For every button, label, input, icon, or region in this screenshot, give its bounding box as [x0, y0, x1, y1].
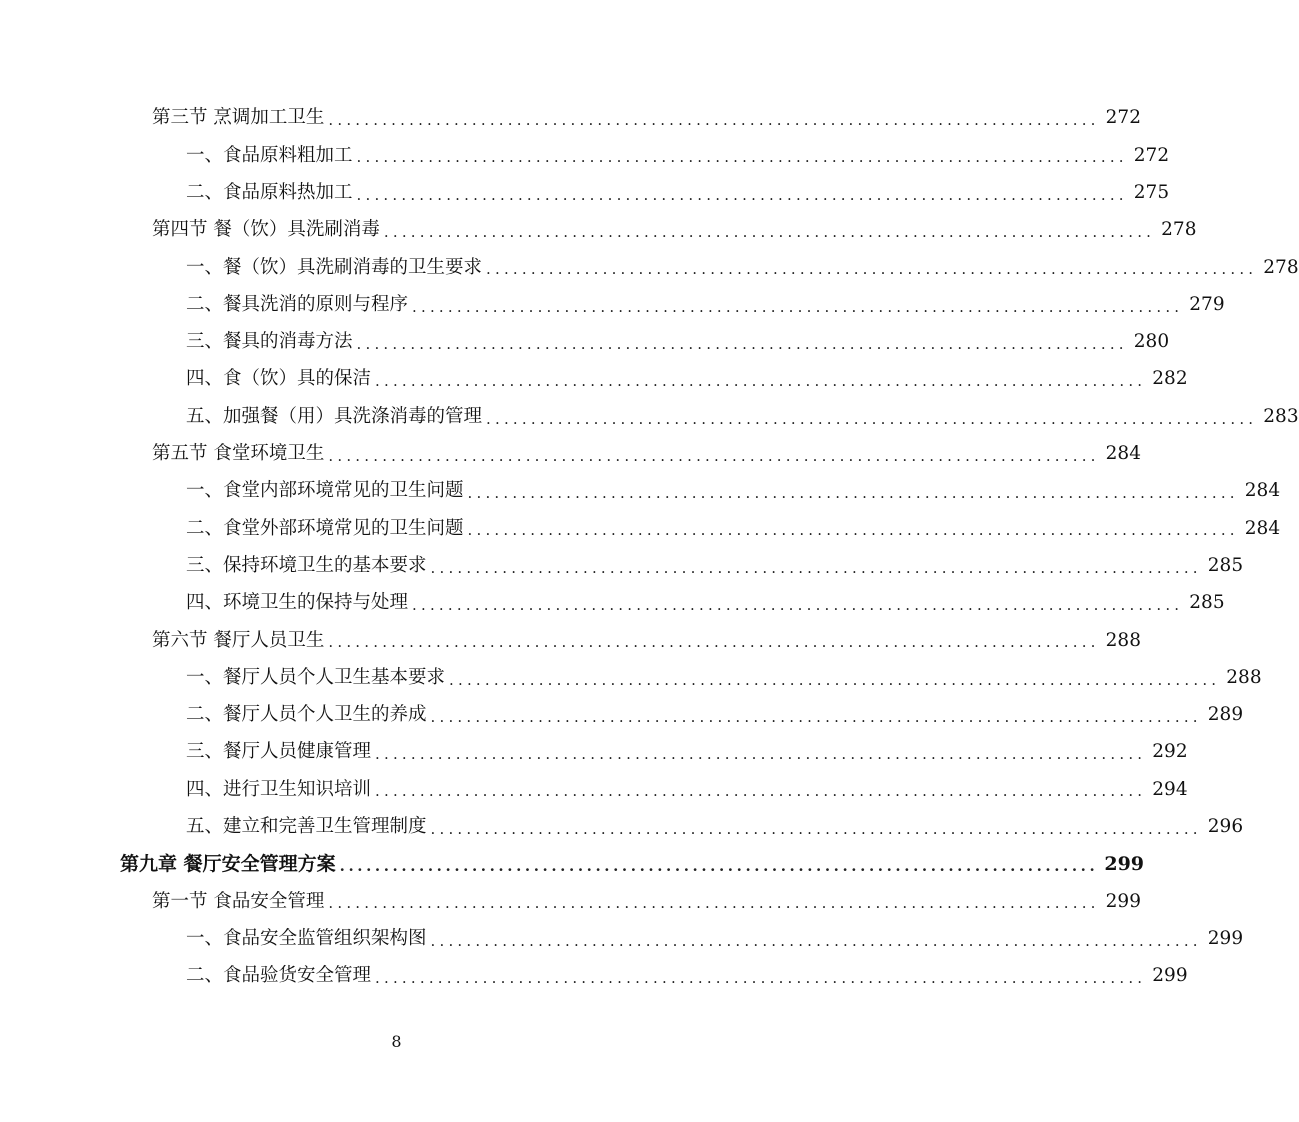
toc-entry-title: 二、食品验货安全管理: [186, 965, 372, 987]
toc-entry-title: 第四节 餐（饮）具洗刷消毒: [152, 219, 380, 241]
toc-leader-dots: ......................................................................................: [328, 633, 1100, 652]
toc-entry-page: 299: [1152, 965, 1188, 987]
toc-leader-dots: ......................................................................................: [375, 372, 1147, 391]
toc-entry[interactable]: [0, 548, 1244, 585]
toc-entry-title: 五、建立和完善卫生管理制度: [186, 816, 427, 838]
toc-leader-dots: ......................................................................................: [375, 968, 1147, 987]
toc-leader-dots: ......................................................................................: [383, 223, 1156, 242]
toc-leader-dots: ......................................................................................: [375, 745, 1147, 764]
toc-entry-title: 三、保持环境卫生的基本要求: [186, 554, 427, 576]
toc-entry-title: 二、食品原料热加工: [186, 181, 353, 203]
toc-entry-page: 285: [1189, 592, 1225, 614]
toc-entry-title: 四、进行卫生知识培训: [186, 778, 372, 800]
toc-entry[interactable]: [0, 697, 1244, 734]
toc-leader-dots: ......................................................................................: [356, 334, 1128, 353]
toc-leader-dots: ......................................................................................: [430, 819, 1202, 838]
toc-entry[interactable]: [0, 958, 1188, 995]
toc-entry-page: 294: [1152, 778, 1188, 800]
toc-leader-dots: ......................................................................................: [412, 596, 1184, 614]
toc-entry-page: 278: [1263, 256, 1299, 278]
toc-entry[interactable]: [0, 510, 1281, 547]
toc-entry[interactable]: [0, 361, 1188, 398]
toc-entry-page: 284: [1244, 517, 1281, 539]
toc-entry-title: 第一节 食品安全管理: [152, 890, 325, 912]
toc-leader-dots: ......................................................................................: [467, 484, 1239, 503]
toc-entry[interactable]: [0, 921, 1244, 958]
toc-leader-dots: ......................................................................................: [430, 707, 1202, 726]
toc-entry-title: 二、食堂外部环境常见的卫生问题: [186, 517, 464, 539]
toc-entry-page: 275: [1133, 181, 1170, 203]
toc-entry-page: 284: [1105, 443, 1141, 465]
toc-entry-title: 一、餐厅人员个人卫生基本要求: [186, 666, 446, 688]
toc-entry-page: 279: [1189, 293, 1225, 315]
toc-entry-page: 288: [1226, 666, 1262, 688]
toc-leader-dots: ......................................................................................: [328, 111, 1100, 130]
toc-entry[interactable]: [0, 212, 1197, 249]
toc-entry[interactable]: [0, 137, 1170, 174]
toc-entry[interactable]: [0, 473, 1281, 510]
toc-entry-page: 284: [1244, 480, 1281, 502]
page-number: 8: [391, 1032, 402, 1051]
toc-entry[interactable]: [0, 324, 1170, 361]
toc-entry-page: 283: [1263, 405, 1299, 427]
toc-entry-title: 三、餐具的消毒方法: [186, 331, 353, 353]
toc-entry[interactable]: [0, 622, 1141, 659]
toc-entry[interactable]: [0, 585, 1225, 622]
toc-entry-title: 第九章 餐厅安全管理方案: [120, 853, 336, 876]
toc-entry-page: 278: [1161, 219, 1197, 241]
toc-leader-dots: ......................................................................................: [449, 670, 1221, 689]
toc-entry[interactable]: [0, 175, 1170, 212]
toc-entry[interactable]: [0, 100, 1141, 137]
toc-leader-dots: ......................................................................................: [328, 446, 1100, 465]
toc-entry[interactable]: [0, 249, 1299, 286]
toc-leader-dots: ......................................................................................: [375, 782, 1147, 801]
toc-leader-dots: ......................................................................................: [356, 148, 1128, 167]
toc-entry-page: 285: [1207, 554, 1244, 576]
toc-entry[interactable]: [0, 809, 1244, 846]
toc-leader-dots: ......................................................................................: [328, 894, 1100, 913]
toc-entry[interactable]: [0, 883, 1141, 920]
toc-leader-dots: ......................................................................................: [430, 558, 1202, 577]
toc-entry[interactable]: [0, 734, 1188, 771]
toc-entry[interactable]: [0, 659, 1262, 696]
toc-entry-page: 272: [1133, 144, 1170, 166]
toc-entry-page: 272: [1105, 107, 1141, 129]
toc-leader-dots: ......................................................................................: [412, 297, 1184, 316]
toc-entry-title: 三、餐厅人员健康管理: [186, 741, 372, 763]
toc-entry-page: 280: [1133, 331, 1170, 353]
toc-entry-title: 第三节 烹调加工卫生: [152, 107, 325, 129]
toc-leader-dots: ......................................................................................: [486, 260, 1258, 279]
toc-entry[interactable]: [0, 771, 1188, 808]
toc-leader-dots: ......................................................................................: [467, 521, 1239, 540]
toc-entry-title: 四、环境卫生的保持与处理: [186, 592, 409, 614]
toc-entry-title: 二、餐厅人员个人卫生的养成: [186, 704, 427, 726]
toc-entry-title: 第六节 餐厅人员卫生: [152, 629, 325, 651]
toc-entry[interactable]: [0, 436, 1141, 473]
table-of-contents: [0, 100, 1299, 995]
toc-entry-title: 一、食品原料粗加工: [186, 144, 353, 166]
toc-leader-dots: ......................................................................................: [356, 185, 1128, 204]
toc-entry-page: 296: [1207, 816, 1244, 838]
toc-chapter-entry[interactable]: [0, 846, 1145, 883]
toc-entry-page: 282: [1152, 368, 1188, 390]
toc-leader-dots: ......................................................................................: [339, 857, 1099, 876]
toc-entry[interactable]: [0, 398, 1299, 435]
toc-entry-page: 299: [1207, 927, 1244, 949]
toc-entry-page: 292: [1152, 741, 1188, 763]
toc-entry-page: 299: [1105, 890, 1141, 912]
toc-entry-page: 289: [1207, 704, 1244, 726]
toc-entry-title: 第五节 食堂环境卫生: [152, 443, 325, 465]
toc-leader-dots: ......................................................................................: [486, 409, 1258, 428]
toc-entry-title: 二、餐具洗消的原则与程序: [186, 293, 409, 315]
toc-entry-title: 五、加强餐（用）具洗涤消毒的管理: [186, 405, 483, 427]
toc-leader-dots: ......................................................................................: [430, 931, 1202, 950]
toc-entry[interactable]: [0, 286, 1225, 323]
toc-entry-title: 一、食堂内部环境常见的卫生问题: [186, 480, 464, 502]
toc-entry-page: 299: [1104, 853, 1145, 876]
toc-entry-title: 一、食品安全监管组织架构图: [186, 927, 427, 949]
toc-entry-title: 四、食（饮）具的保洁: [186, 368, 372, 390]
toc-entry-page: 288: [1105, 629, 1141, 651]
toc-entry-title: 一、餐（饮）具洗刷消毒的卫生要求: [186, 256, 483, 278]
